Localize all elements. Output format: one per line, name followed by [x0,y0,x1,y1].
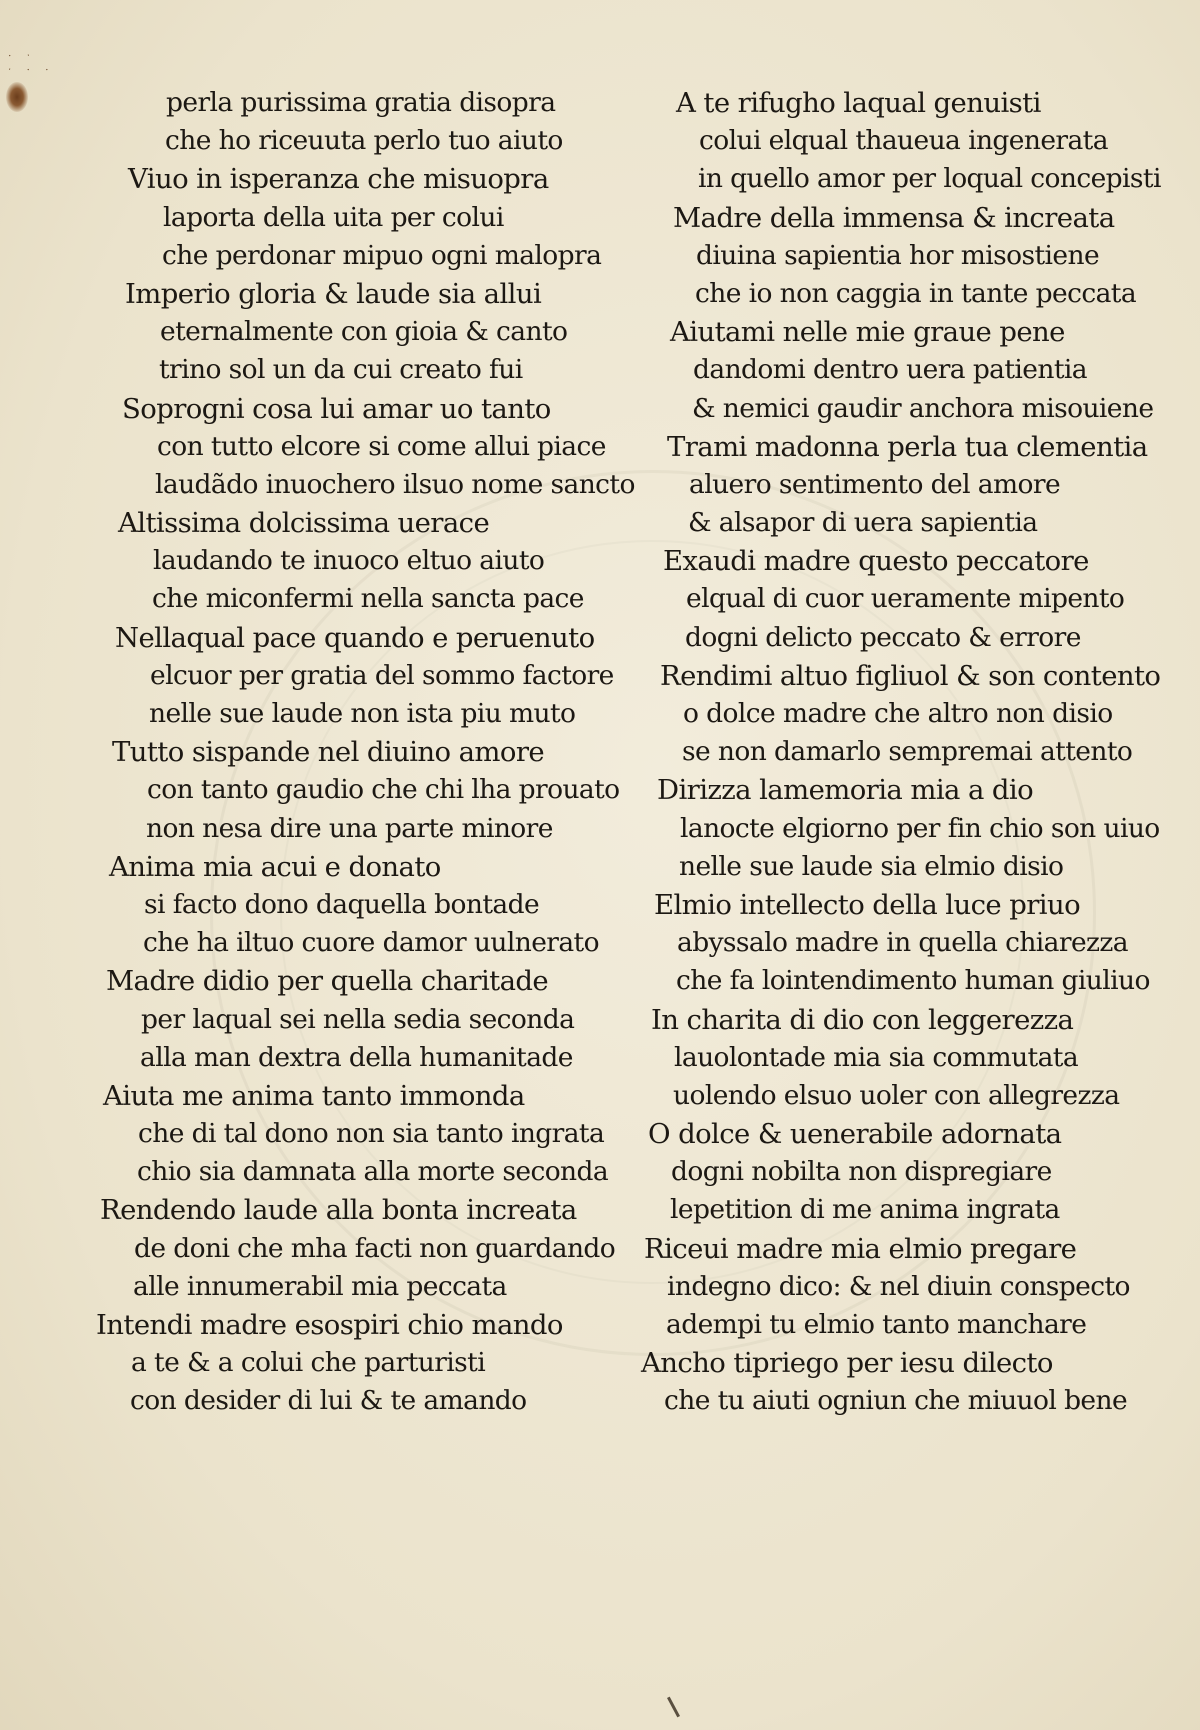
verse-line: Viuo in isperanza che misuopra [128,163,549,196]
verse-line: elcuor per gratia del sommo factore [150,659,614,691]
verse-line: alla man dextra della humanitade [140,1041,573,1073]
verse-line: con tutto elcore si come allui piace [157,430,606,462]
verse-line: Imperio gloria & laude sia allui [125,277,542,310]
verse-line: eternalmente con gioia & canto [160,316,568,348]
verse-line: alle innumerabil mia peccata [133,1270,507,1302]
verse-line: con desider di lui & te amando [130,1385,527,1417]
verse-line: lepetition di me anima ingrata [670,1194,1060,1226]
verse-line: Elmio intellecto della luce priuo [654,888,1081,921]
verse-line: per laqual sei nella sedia seconda [141,1003,575,1035]
verse-line: o dolce madre che altro non disio [683,698,1113,729]
verse-line: Anima mia acui e donato [109,850,441,883]
verse-line: adempi tu elmio tanto manchare [666,1309,1087,1340]
verse-line: che io non caggia in tante peccata [695,277,1137,309]
verse-line: che tu aiuti ogniun che miuuol bene [664,1385,1128,1417]
verse-line: trino sol un da cui creato fui [159,354,523,386]
verse-line: se non damarlo sempremai attento [682,736,1133,768]
verse-line: con tanto gaudio che chi lha prouato [147,774,620,806]
verse-line: & nemici gaudir anchora misouiene [692,392,1154,424]
verse-line: a te & a colui che parturisti [131,1347,486,1379]
verse-line: diuina sapientia hor misostiene [696,239,1100,271]
verse-line: Trami madonna perla tua clementia [667,430,1148,463]
verse-line: laudãdo inuochero ilsuo nome sancto [155,468,635,500]
verse-line: che perdonar mipuo ogni malopra [162,239,602,271]
verse-line: Soprogni cosa lui amar uo tanto [122,392,551,425]
verse-line: Aiutami nelle mie graue pene [670,316,1065,349]
verse-line: indegno dico: & nel diuin conspecto [667,1270,1130,1302]
verse-line: perla purissima gratia disopra [166,87,556,118]
verse-line: Intendi madre esospiri chio mando [96,1309,563,1341]
verse-line: Tutto sispande nel diuino amore [112,736,545,769]
verse-line: Dirizza lamemoria mia a dio [657,774,1034,807]
verse-line: in quello amor per loqual concepisti [698,163,1161,195]
verse-line: Madre didio per quella charitade [106,965,549,998]
verse-line: de doni che mha facti non guardando [134,1232,616,1264]
verse-line: Exaudi madre questo peccatore [663,545,1089,578]
verse-line: che miconfermi nella sancta pace [152,583,584,615]
verse-line: Rendendo laude alla bonta increata [100,1194,577,1227]
verse-line: che fa lointendimento human giuliuo [676,965,1150,997]
verse-line: abyssalo madre in quella chiarezza [677,927,1128,959]
verse-line: lanocte elgiorno per fin chio son uiuo [680,812,1160,844]
verse-line: Rendimi altuo figliuol & son contento [660,659,1161,692]
verse-line: laudando te inuoco eltuo aiuto [153,545,545,577]
verse-line: che ho riceuuta perlo tuo aiuto [165,125,563,157]
verse-line: dandomi dentro uera patientia [693,354,1087,386]
verse-line: lauolontade mia sia commutata [674,1041,1079,1073]
verse-line: non nesa dire una parte minore [146,812,553,844]
verse-line: & alsapor di uera sapientia [688,507,1038,539]
verse-line: Aiuta me anima tanto immonda [103,1079,525,1112]
verse-line: aluero sentimento del amore [689,468,1061,500]
verse-line: In charita di dio con leggerezza [651,1003,1074,1036]
verse-line: elqual di cuor ueramente mipento [686,583,1125,615]
verse-line: chio sia damnata alla morte seconda [137,1156,609,1188]
verse-line: O dolce & uenerabile adornata [648,1118,1062,1151]
verse-line: Riceui madre mia elmio pregare [644,1232,1077,1265]
right-column [0,84,1161,1421]
verse-line: dogni delicto peccato & errore [685,621,1081,653]
verse-line: dogni nobilta non dispregiare [671,1156,1052,1188]
verse-line: Nellaqual pace quando e peruenuto [115,621,595,654]
verse-line: nelle sue laude sia elmio disio [679,850,1064,882]
verse-line: laporta della uita per colui [163,201,504,233]
verse-line: che ha iltuo cuore damor uulnerato [143,927,599,959]
verse-line: nelle sue laude non ista piu muto [149,698,576,729]
verse-line: uolendo elsuo uoler con allegrezza [673,1079,1120,1111]
verse-line: si facto dono daquella bontade [144,888,540,920]
verse-line: che di tal dono non sia tanto ingrata [138,1118,605,1150]
verse-line: Ancho tipriego per iesu dilecto [641,1347,1053,1380]
verse-line: A te rifugho laqual genuisti [676,87,1041,119]
ink-speckles: ⋅ ˑ ˑ ⋅ ⋅ [8,51,55,76]
page-mark [667,1697,680,1718]
verse-line: Madre della immensa & increata [673,201,1115,234]
verse-line: Altissima dolcissima uerace [118,507,490,540]
verse-line: colui elqual thaueua ingenerata [699,125,1108,157]
